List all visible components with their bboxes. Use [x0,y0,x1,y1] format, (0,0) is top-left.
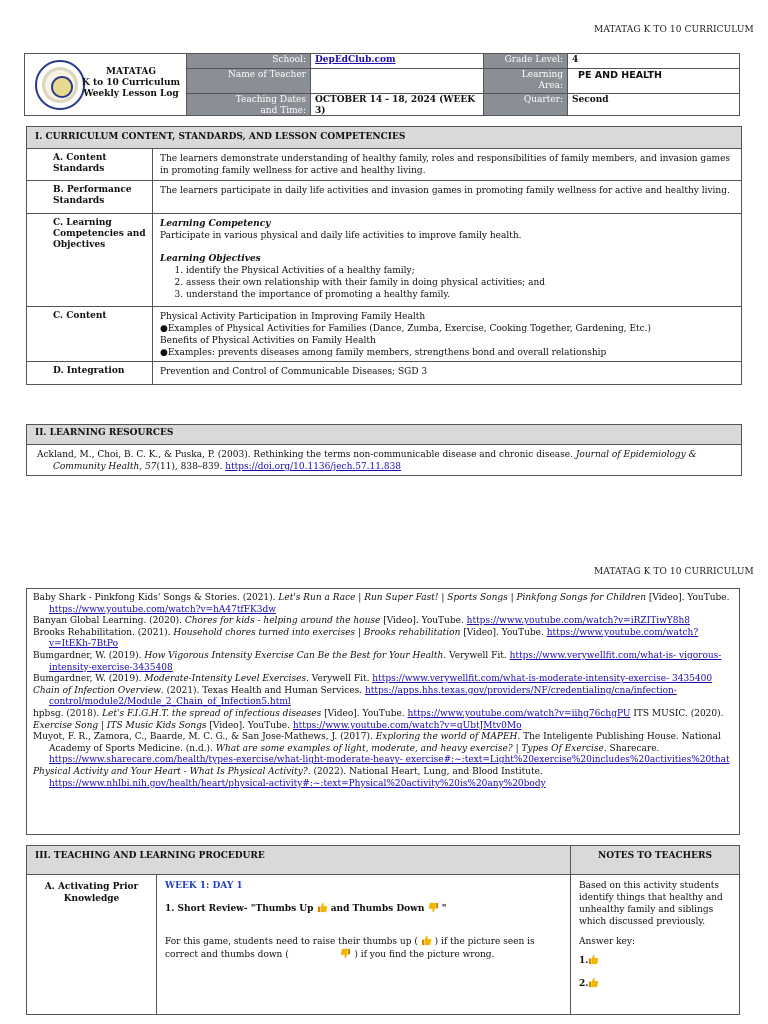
row-content [27,307,741,362]
notes-content [571,875,739,1014]
section-curriculum-content [26,126,742,385]
resource-reference: Ackland, M., Choi, B. C. K., & Puska, P. (2003). Rethinking the terms non-communicable disease and chronic disease. Journal of Epidemiology & Community Health, 57(11), 838–839. https://doi.org/10.1136/jech.57.11.838 [37,450,697,472]
section-1-title: I. CURRICULUM CONTENT, STANDARDS, AND LESSON COMPETENCIES [27,127,741,149]
header-row-dates [187,94,739,115]
reference-link[interactable]: https://www.verywellfit.com/what-is-moderate-intensity-exercise- 3435400 [372,674,713,685]
objective-item: 3. understand the importance of promoting a healthy family. [186,289,735,301]
section-learning-resources [26,424,742,476]
row-learning-competencies [27,214,741,307]
competency-heading: Learning Competency [160,219,271,229]
notes-text: Based on this activity students identify things that healthy and unhealthy family and siblings which discussed previously. [579,881,723,927]
grade-value: 4 [572,55,579,65]
thumbs-up-icon [317,902,328,913]
thumbs-down-icon [340,948,351,959]
content-line: ●Examples: prevents diseases among family members, strengthens bond and overall relationship [160,348,607,358]
reference-item: Muyot, F. R., Zamora, C., Baarde, M. C. G., & San Jose-Mathews, J. (2017). Exploring the world of MAPEH. The Inteligente Publishing House. National Academy of Sports Medicine. (n.d.). What are some examples of light, moderate, and heavy exercise? | Types Of Exercise. Sharecare. https://www.sharecare.com/health/types-exercise/what-light-moderate-heavy- exercise#:~:text=Light%20exercise%20includes%20activities%20that [33,732,730,766]
performance-standards-text: The learners participate in daily life activities and invasion games in promoting family wellness for active and healthy living. [160,186,730,196]
reference-link[interactable]: https://www.sharecare.com/health/types-exercise/what-light-moderate-heavy- exercise#:~:text=Light%20exercise%20includes%20activities%20that [49,755,730,766]
learning-competencies-label: C. Learning Competencies and Objectives [27,214,153,306]
answer-key-label: Answer key: [579,937,636,947]
activity-content [157,875,571,1014]
objective-item: 2. assess their own relationship with their family in doing physical activities; and [186,277,735,289]
logo-title [75,67,187,100]
objective-item: 1. identify the Physical Activities of a healthy family; [186,265,735,277]
area-label: Learning Area: [484,69,568,93]
quarter-label: Quarter: [484,94,568,115]
answer-item: 1. [579,954,731,967]
reference-link[interactable]: https://apps.hhs.texas.gov/providers/NF/credentialing/cna/infection-control/module2/Module_2_Chain_of_Infection5.html [49,685,677,708]
header-row-school [187,54,739,69]
school-value[interactable] [311,54,484,68]
reference-item: Bumgardner, W. (2019). Moderate-Intensity Level Exercises. Verywell Fit. https://www.verywellfit.com/what-is-moderate-intensity-exercise- 3435400 [33,674,713,685]
section-2-title: II. LEARNING RESOURCES [27,425,741,445]
reference-item: hpbsg. (2018). Let's F.I.G.H.T. the spread of infectious diseases [Video]. YouTube. https://www.youtube.com/watch?v=iihg76chgPU ITS MUSIC. (2020). [33,708,724,719]
short-review-title: 1. Short Review- "Thumbs Up and Thumbs Down " [165,904,447,914]
objectives-list [160,265,735,301]
school-label: School: [187,54,311,68]
reference-item: Bumgardner, W. (2019). How Vigorous Intensity Exercise Can Be the Best for Your Health. Verywell Fit. https://www.verywellfit.com/what-is- vigorous-intensity-exercise-3435408 [33,650,722,673]
quarter-value: Second [572,95,609,105]
teacher-value [311,69,484,93]
header-row-teacher [187,69,739,94]
logo-cell [25,54,187,115]
row-integration [27,362,741,384]
reference-link[interactable]: https://www.nhlbi.nih.gov/health/heart/physical-activity#:~:text=Physical%20activity%20is%20any%20body [49,778,546,789]
thumbs-up-icon [588,954,599,965]
reference-link[interactable]: https://www.youtube.com/watch?v=ItEKh-7BtPo [49,627,699,650]
dates-label: Teaching Dates and Time: [187,94,311,115]
row-content-standards [27,149,741,181]
notes-to-teachers-title: NOTES TO TEACHERS [571,846,739,875]
integration-text: Prevention and Control of Communicable Diseases; SGD 3 [160,367,428,377]
logo-line-2: K to 10 Curriculum [81,78,181,88]
area-value: PE AND HEALTH [578,70,662,81]
activating-prior-knowledge-label: A. Activating Prior Knowledge [27,875,157,1014]
teacher-label: Name of Teacher [187,69,311,93]
reference-item: Banyan Global Learning. (2020). Chores for kids - helping around the house [Video]. YouTube. https://www.youtube.com/watch?v=iRZITiwY8h8 [33,616,690,627]
game-instructions: For this game, students need to raise their thumbs up ( ) if the picture seen is correct and thumbs down ( ) if you find the picture wrong. [165,937,535,960]
dates-value: OCTOBER 14 - 18, 2024 (WEEK 3) [311,94,484,115]
content-line: ●Examples of Physical Activities for Families (Dance, Zumba, Exercise, Cooking Together, Gardening, Etc.) [160,324,652,334]
content-standards-label: A. Content Standards [27,149,153,180]
reference-link[interactable]: https://www.youtube.com/watch?v=qUbtJMtv0Mo [292,720,522,731]
row-performance-standards [27,181,741,214]
objectives-heading: Learning Objectives [160,254,261,264]
references-list [26,588,740,835]
answer-item: 2. [579,977,731,990]
week-day-label: WEEK 1: DAY 1 [165,881,243,891]
reference-link[interactable]: https://www.youtube.com/watch?v=hA47tfFK3dw [49,604,276,615]
lesson-log-header [24,53,740,116]
performance-standards-label: B. Performance Standards [27,181,153,213]
thumbs-up-icon [421,935,432,946]
reference-link[interactable]: https://www.youtube.com/watch?v=iRZITiwY8h8 [466,616,690,627]
thumbs-up-icon [588,977,599,988]
content-label: C. Content [27,307,153,361]
content-text [154,307,741,363]
logo-line-3: Weekly Lesson Log [83,89,179,99]
content-standards-text: The learners demonstrate understanding of healthy family, roles and responsibilities of family members, and invasion games in promoting family wellness for active and healthy living. [160,154,731,176]
logo-line-1: MATATAG [105,67,157,77]
reference-item: Baby Shark - Pinkfong Kids' Songs & Stories. (2021). Let's Run a Race | Run Super Fast! | Sports Songs | Pinkfong Songs for Children [Video]. YouTube. https://www.youtube.com/watch?v=hA47tfFK3dw [33,593,730,615]
learning-competencies-content [154,214,741,305]
competency-text: Participate in various physical and daily life activities to improve family health. [160,231,522,241]
integration-label: D. Integration [27,362,153,384]
reference-item: Physical Activity and Your Heart - What Is Physical Activity?. (2022). National Heart, Lung, and Blood Institute. https://www.nhlbi.nih.gov/health/heart/physical-activity#:~:text=Physical%20activity%20is%20any%20body [33,766,546,789]
grade-label: Grade Level: [484,54,568,68]
reference-item: Brooks Rehabilitation. (2021). Household chores turned into exercises | Brooks rehabilitation [Video]. YouTube. https://www.youtube.com/watch?v=ItEKh-7BtPo [33,627,699,650]
content-line: Benefits of Physical Activities on Family Health [160,336,376,346]
school-link[interactable]: DepEdClub.com [315,55,396,65]
reference-link[interactable]: https://www.verywellfit.com/what-is- vigorous-intensity-exercise-3435408 [49,650,722,673]
thumbs-down-icon [428,902,439,913]
content-line: Physical Activity Participation in Improving Family Health [160,312,426,322]
reference-item: Exercise Song | ITS Music Kids Songs [Video]. YouTube. https://www.youtube.com/watch?v=qUbtJMtv0Mo [33,720,522,731]
curriculum-label: MATATAG K TO 10 CURRICULUM [594,25,754,35]
section-3-title: III. TEACHING AND LEARNING PROCEDURE [27,846,571,875]
reference-link[interactable]: https://www.youtube.com/watch?v=iihg76chgPU [407,708,631,719]
curriculum-label-page-2: MATATAG K TO 10 CURRICULUM [594,567,754,577]
section-teaching-procedure [26,845,740,1015]
reference-item: Chain of Infection Overview. (2021). Texas Health and Human Services. https://apps.hhs.texas.gov/providers/NF/credentialing/cna/infection-control/module2/Module_2_Chain_of_Infection5.html [33,685,677,708]
doi-link[interactable]: https://doi.org/10.1136/jech.57.11.838 [225,462,402,472]
